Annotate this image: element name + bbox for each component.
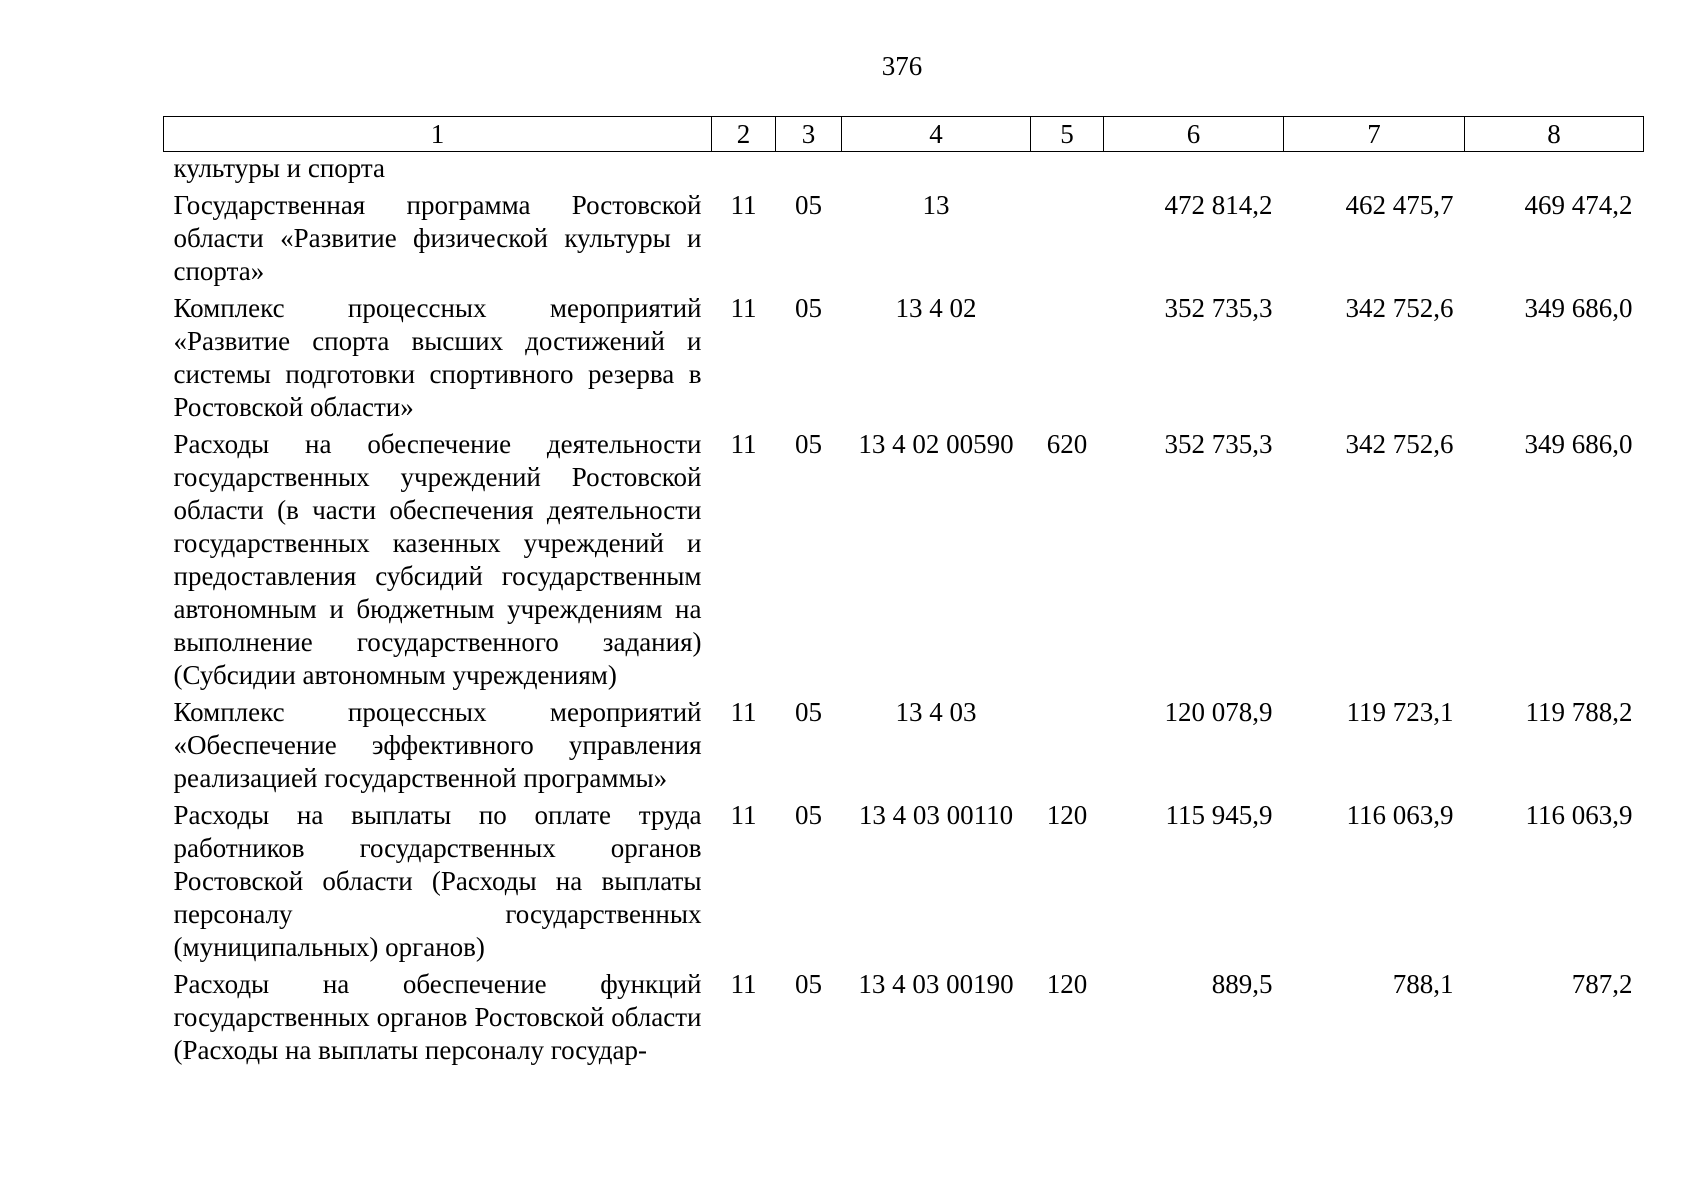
row-csr: 13 4 02 bbox=[895, 293, 977, 323]
row-pr: 05 bbox=[795, 969, 822, 999]
row-name: Комплекс процессных мероприятий «Развитие спорта высших достижений и системы подготовки спортивного резерва в Ростовской области» bbox=[173, 293, 702, 422]
row-amount-3: 349 686,0 bbox=[1524, 293, 1633, 323]
header-col-8: 8 bbox=[1465, 117, 1644, 152]
row-amount-1: 120 078,9 bbox=[1164, 697, 1273, 727]
table-row bbox=[164, 185, 1644, 288]
row-vr bbox=[1031, 152, 1104, 186]
table-row bbox=[164, 152, 1644, 186]
row-amount-1 bbox=[1104, 152, 1284, 186]
row-vr: 120 bbox=[1046, 800, 1088, 830]
table-row bbox=[164, 288, 1644, 424]
row-amount-2 bbox=[1284, 152, 1465, 186]
row-name: Расходы на обеспечение деятельности государственных учреждений Ростовской области (в части обеспечения деятельности государственных казенных учреждений и предоставления субсидий государственным автономным и бюджетным учреждениям на выполнение государственного задания) (Субсидии автономным учреждениям) bbox=[173, 429, 702, 690]
row-amount-2: 116 063,9 bbox=[1346, 800, 1454, 830]
row-rz: 11 bbox=[730, 190, 757, 220]
row-pr: 05 bbox=[795, 190, 822, 220]
row-rz: 11 bbox=[730, 697, 757, 727]
row-amount-3: 119 788,2 bbox=[1525, 697, 1633, 727]
row-rz: 11 bbox=[730, 969, 757, 999]
table-row bbox=[164, 795, 1644, 964]
table-body bbox=[164, 152, 1644, 1068]
row-pr: 05 bbox=[795, 697, 822, 727]
row-amount-2: 342 752,6 bbox=[1345, 429, 1454, 459]
row-amount-3: 349 686,0 bbox=[1524, 429, 1633, 459]
header-col-3: 3 bbox=[776, 117, 842, 152]
row-vr: 620 bbox=[1046, 429, 1088, 459]
page-number: 376 bbox=[881, 51, 923, 81]
row-amount-2: 342 752,6 bbox=[1345, 293, 1454, 323]
table-row bbox=[164, 964, 1644, 1067]
table-header bbox=[164, 117, 1644, 152]
row-amount-3 bbox=[1465, 152, 1644, 186]
header-col-6: 6 bbox=[1104, 117, 1284, 152]
table-row bbox=[164, 424, 1644, 692]
row-amount-2: 462 475,7 bbox=[1345, 190, 1454, 220]
row-name: Расходы на выплаты по оплате труда работников государственных органов Ростовской области (Расходы на выплаты персоналу государственных (муниципальных) органов) bbox=[173, 800, 702, 962]
row-pr: 05 bbox=[795, 293, 822, 323]
row-csr bbox=[842, 152, 1031, 186]
row-rz bbox=[712, 152, 776, 186]
row-amount-3: 116 063,9 bbox=[1525, 800, 1633, 830]
row-amount-2: 788,1 bbox=[1392, 969, 1454, 999]
row-pr: 05 bbox=[795, 429, 822, 459]
row-amount-1: 115 945,9 bbox=[1165, 800, 1273, 830]
row-csr: 13 4 03 00110 bbox=[858, 800, 1014, 830]
row-csr: 13 4 02 00590 bbox=[858, 429, 1014, 459]
row-amount-1: 889,5 bbox=[1211, 969, 1273, 999]
row-amount-2: 119 723,1 bbox=[1346, 697, 1454, 727]
row-vr bbox=[1031, 185, 1104, 288]
row-csr: 13 bbox=[922, 190, 950, 220]
row-rz: 11 bbox=[730, 293, 757, 323]
row-amount-1: 352 735,3 bbox=[1164, 293, 1273, 323]
row-rz: 11 bbox=[730, 429, 757, 459]
row-amount-3: 787,2 bbox=[1571, 969, 1633, 999]
row-name: Комплекс процессных мероприятий «Обеспечение эффективного управления реализацией государственной программы» bbox=[173, 697, 702, 793]
header-col-1: 1 bbox=[164, 117, 712, 152]
row-name: Государственная программа Ростовской области «Развитие физической культуры и спорта» bbox=[173, 190, 702, 286]
header-col-7: 7 bbox=[1284, 117, 1465, 152]
row-pr bbox=[776, 152, 842, 186]
header-row bbox=[164, 117, 1644, 152]
row-vr bbox=[1031, 692, 1104, 795]
budget-table bbox=[163, 116, 1644, 1067]
header-col-4: 4 bbox=[842, 117, 1031, 152]
row-pr: 05 bbox=[795, 800, 822, 830]
row-csr: 13 4 03 bbox=[895, 697, 977, 727]
row-csr: 13 4 03 00190 bbox=[858, 969, 1014, 999]
row-amount-1: 352 735,3 bbox=[1164, 429, 1273, 459]
header-col-5: 5 bbox=[1031, 117, 1104, 152]
row-name: Расходы на обеспечение функций государственных органов Ростовской области (Расходы на выплаты персоналу государ- bbox=[173, 969, 702, 1065]
row-rz: 11 bbox=[730, 800, 757, 830]
table-row bbox=[164, 692, 1644, 795]
row-vr bbox=[1031, 288, 1104, 424]
header-col-2: 2 bbox=[712, 117, 776, 152]
row-amount-3: 469 474,2 bbox=[1524, 190, 1633, 220]
row-name: культуры и спорта bbox=[173, 153, 386, 183]
row-amount-1: 472 814,2 bbox=[1164, 190, 1273, 220]
row-vr: 120 bbox=[1046, 969, 1088, 999]
